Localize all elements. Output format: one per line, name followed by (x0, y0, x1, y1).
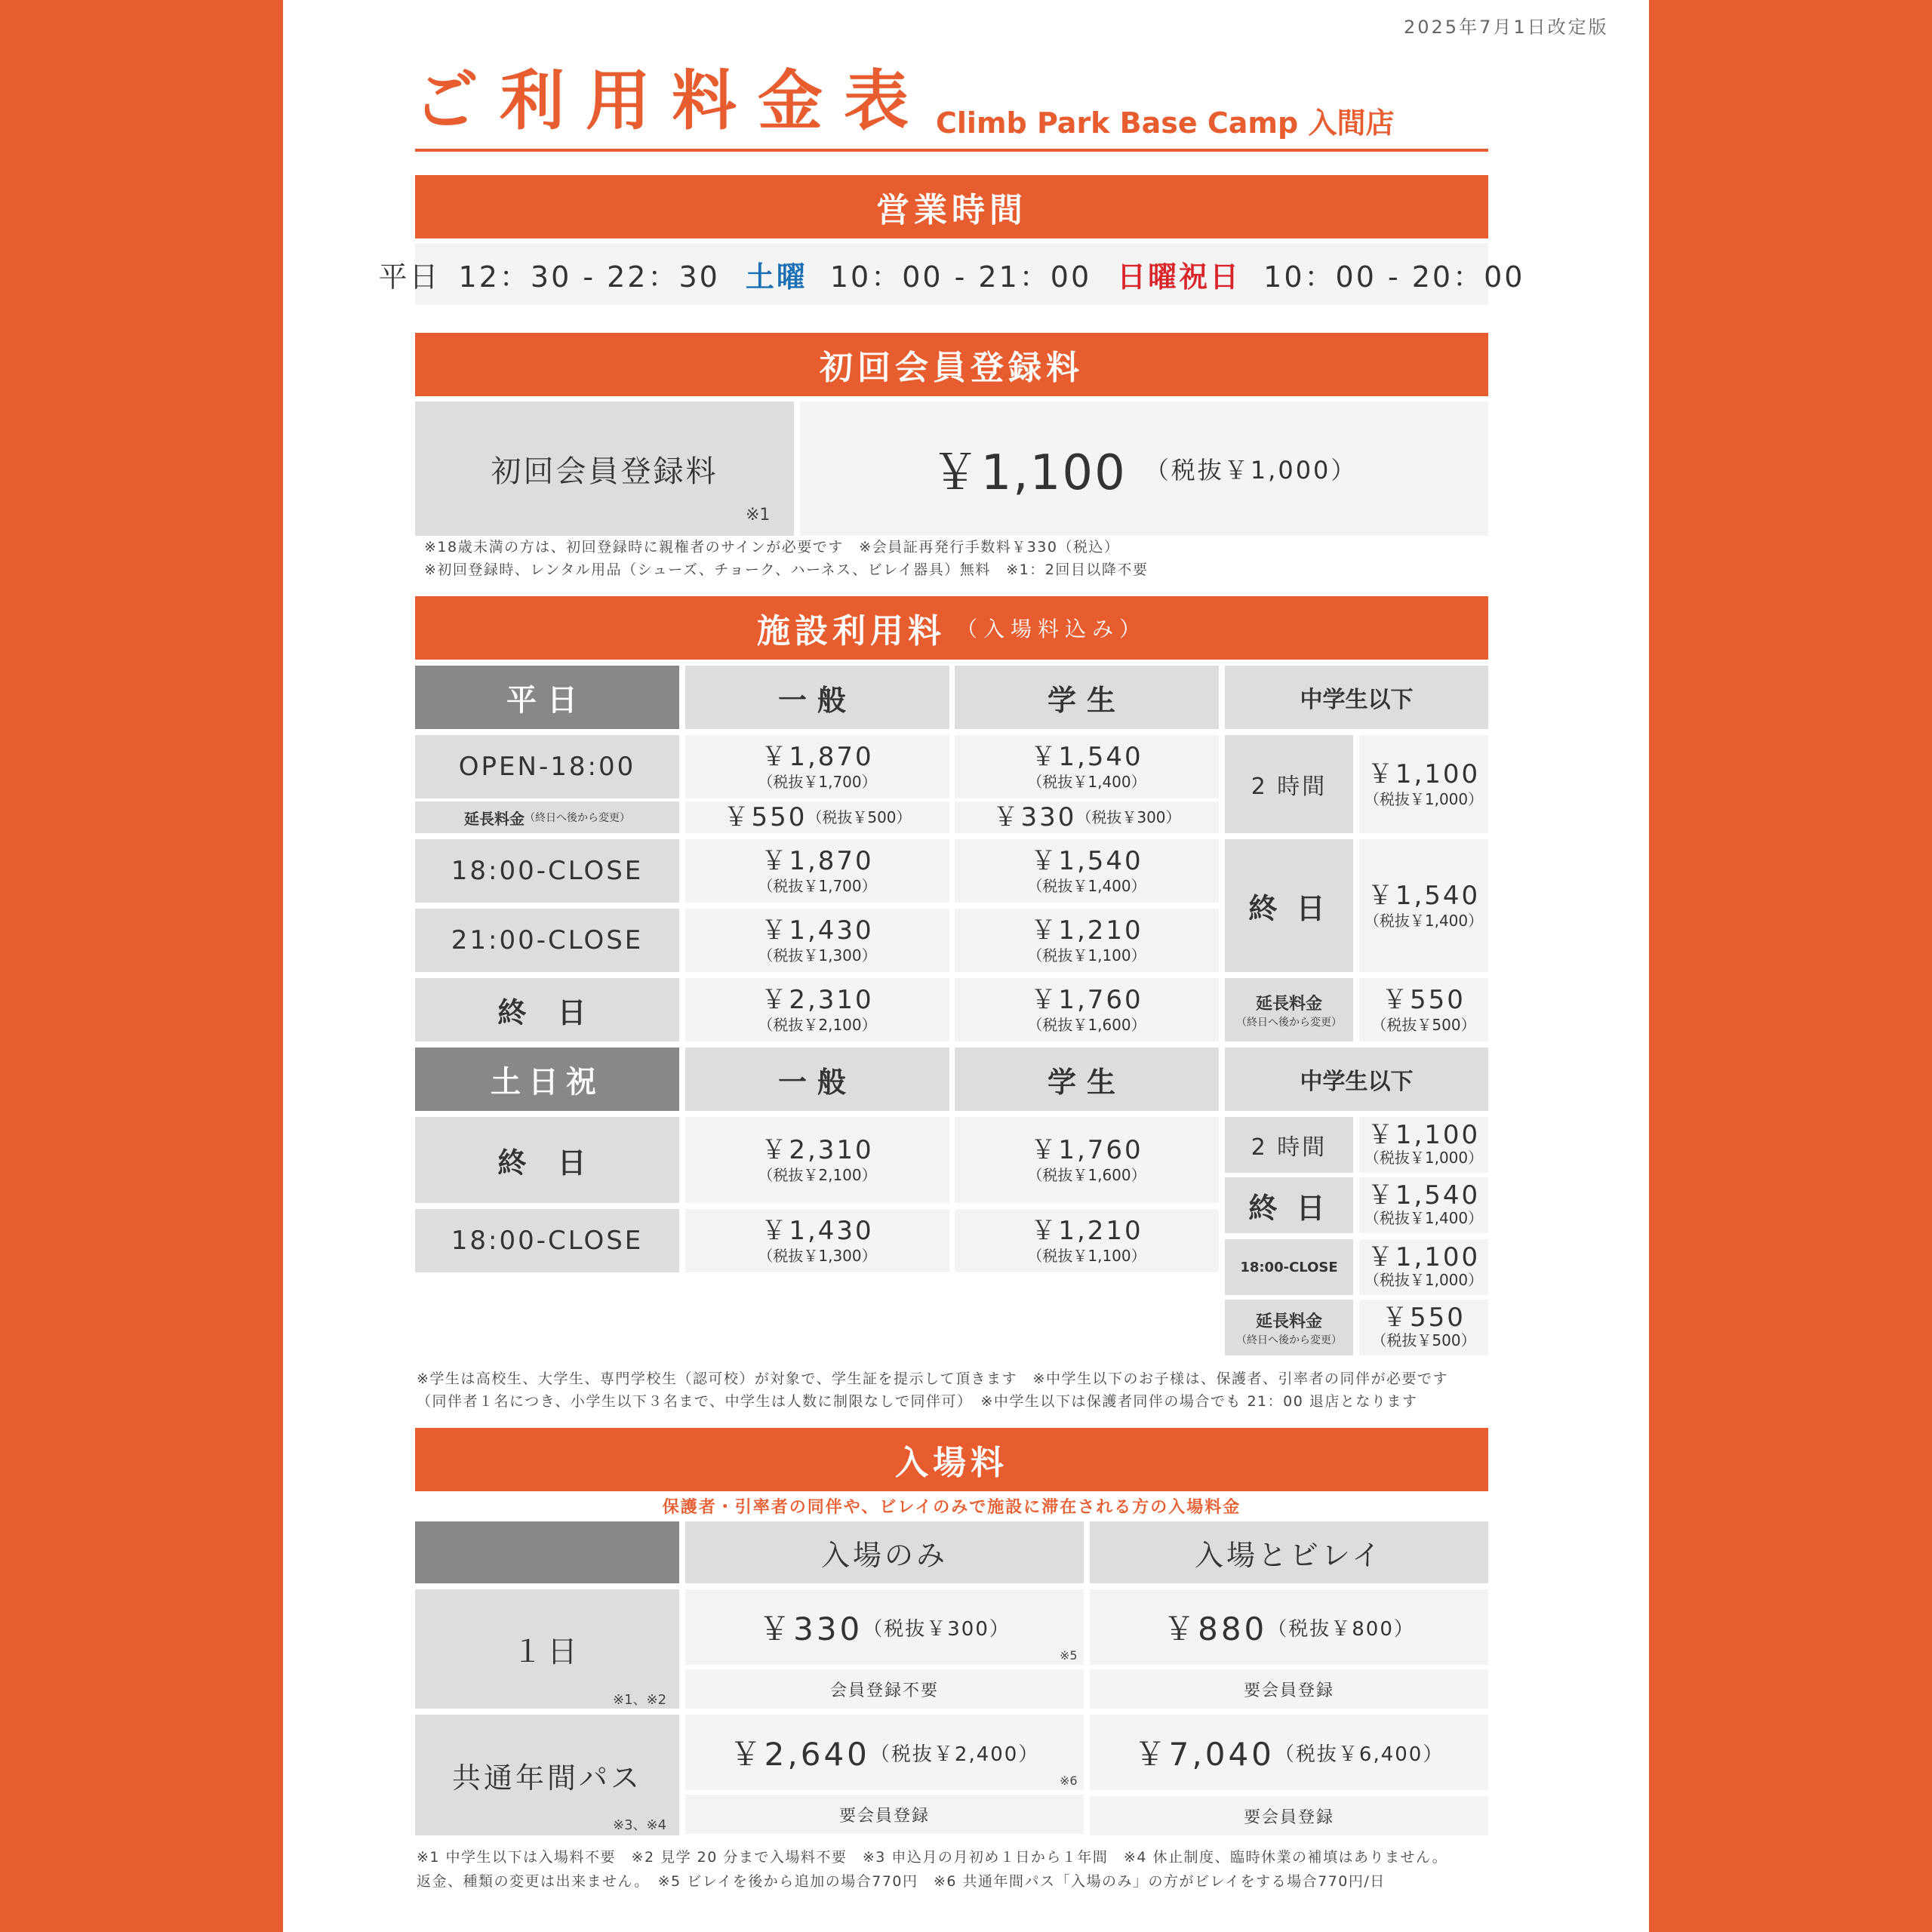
price-ex: （税抜￥1,000） (1364, 1271, 1484, 1289)
admission-row-day-mark: ※1、※2 (613, 1692, 667, 1708)
price-ex: （税抜￥2,400） (869, 1743, 1040, 1766)
holiday-header (415, 1048, 679, 1111)
price-ex: （税抜￥500） (1371, 1016, 1476, 1034)
time-label: 終 日 (497, 995, 597, 1029)
admission-row-pass-p2-note (1090, 1796, 1488, 1835)
admission-corner (415, 1521, 679, 1583)
col-label: 入場とビレイ (1194, 1538, 1384, 1572)
weekday-row-1800-general (685, 839, 949, 903)
holiday-junior-ext-label (1225, 1300, 1353, 1355)
time-label: OPEN-18:00 (458, 752, 636, 782)
price: ￥1,540 (1030, 742, 1143, 772)
admission-row-day-p1-mark: ※5 (1060, 1648, 1078, 1663)
note: 会員登録不要 (829, 1681, 939, 1700)
weekday-row-open-time (415, 735, 679, 798)
hours-row (378, 243, 1525, 305)
price: ￥330 (758, 1611, 863, 1647)
weekday-junior-ext-price (1359, 978, 1488, 1041)
note: 要会員登録 (1243, 1807, 1334, 1827)
holiday-junior-1800-price (1359, 1239, 1488, 1295)
weekday-row-allday-general (685, 978, 949, 1041)
holiday-junior-1800-label (1225, 1239, 1353, 1295)
price-ex: （税抜￥1,000） (1364, 790, 1484, 808)
row-label: 共通年間パス (451, 1761, 642, 1795)
junior-label: 2 時間 (1251, 774, 1327, 800)
holiday-row-allday-general (685, 1117, 949, 1203)
price: ￥550 (1382, 1303, 1466, 1333)
weekday-student-label: 学生 (1047, 683, 1126, 717)
price: ￥1,100 (1367, 1120, 1481, 1150)
registration-price: ￥1,100 (931, 445, 1127, 501)
price-ex: （税抜￥1,100） (1027, 946, 1146, 964)
weekday-student-header (955, 666, 1219, 729)
facility-header (415, 596, 1488, 660)
time-label: 18:00-CLOSE (451, 856, 644, 886)
junior-label: 終 日 (1248, 891, 1330, 925)
registration-label: 初回会員登録料 (491, 454, 718, 489)
price: ￥1,210 (1030, 1216, 1143, 1246)
admission-row-day-p2 (1090, 1589, 1488, 1665)
holiday-row-1800-time (415, 1209, 679, 1272)
note: 要会員登録 (838, 1806, 930, 1826)
page-title: ご利用料金表 (414, 63, 930, 139)
price: ￥2,310 (761, 985, 874, 1015)
price: ￥1,540 (1030, 846, 1143, 876)
price-ex: （税抜￥500） (1371, 1331, 1476, 1349)
junior-label: 2 時間 (1251, 1134, 1327, 1161)
price-ex: （税抜￥800） (1267, 1617, 1415, 1641)
time-label: 21:00-CLOSE (451, 925, 644, 955)
time-label: 18:00-CLOSE (451, 1226, 644, 1256)
price: ￥1,430 (761, 1216, 874, 1246)
price-ex: （税抜￥1,300） (758, 1247, 877, 1265)
store-name: Climb Park Base Camp 入間店 (936, 106, 1395, 140)
price-ex: （税抜￥1,700） (758, 773, 877, 791)
price-ex: （税抜￥1,600） (1027, 1016, 1146, 1034)
price: ￥2,310 (761, 1135, 874, 1165)
holiday-row-allday-student (955, 1117, 1219, 1203)
holiday-junior-allday-label (1225, 1177, 1353, 1233)
admission-row-day-p1 (685, 1589, 1084, 1665)
holiday-junior-2h-price (1359, 1117, 1488, 1173)
weekday-junior-allday-label (1225, 839, 1353, 972)
price: ￥1,210 (1030, 915, 1143, 946)
holiday-junior-header (1225, 1048, 1488, 1111)
weekday-row-open-student (955, 735, 1219, 798)
price-ex: （税抜￥1,400） (1027, 773, 1146, 791)
holiday-junior-2h-label (1225, 1117, 1353, 1173)
price-ex: （税抜￥1,400） (1364, 912, 1484, 930)
price-ex: （税抜￥500） (807, 808, 912, 826)
registration-price-cell (800, 401, 1488, 536)
admission-row-day-p2-note (1090, 1669, 1488, 1709)
weekday-junior-allday-price (1359, 839, 1488, 972)
revision-date: 2025年7月1日改定版 (1404, 17, 1609, 38)
weekday-ext-label-cell (415, 801, 679, 833)
holiday-student-header (955, 1048, 1219, 1111)
holiday-row-allday-time (415, 1117, 679, 1203)
holiday-time: 10：00 - 20：00 (1263, 260, 1525, 294)
holiday-header-label: 土日祝 (491, 1064, 604, 1100)
price-ex: （税抜￥2,100） (758, 1166, 877, 1184)
ext-label: 延長料金 (464, 809, 525, 828)
weekday-row-1800-student (955, 839, 1219, 903)
facility-note-1: ※学生は高校生、大学生、専門学校生（認可校）が対象で、学生証を提示して頂きます ※中学生以下のお子様は、保護者、引率者の同伴が必要です (417, 1371, 1448, 1387)
weekday-label: 平日 (378, 260, 441, 294)
price: ￥550 (1382, 985, 1466, 1015)
admission-note-1: ※1 中学生以下は入場料不要 ※2 見学 20 分まで入場料不要 ※3 申込月の月初め１日から１年間 ※4 休止制度、臨時休業の補填はありません。 (417, 1849, 1448, 1866)
saturday-time: 10：00 - 21：00 (829, 260, 1092, 294)
weekday-junior-ext-label (1225, 978, 1353, 1041)
price: ￥7,040 (1134, 1736, 1275, 1773)
junior-label: 18:00-CLOSE (1240, 1259, 1338, 1275)
junior-label-sub: （終日へ後から変更） (1236, 1334, 1342, 1346)
price: ￥2,640 (729, 1736, 870, 1773)
registration-header: 初回会員登録料 (415, 333, 1488, 396)
price-ex: （税抜￥1,300） (758, 946, 877, 964)
weekday-row-2100-student (955, 909, 1219, 972)
price-ex: （税抜￥2,100） (758, 1016, 877, 1034)
price-ex: （税抜￥1,400） (1027, 877, 1146, 895)
registration-note-2: ※初回登録時、レンタル用品（シューズ、チョーク、ハーネス、ビレイ器具）無料 ※1：2回目以降不要 (424, 561, 1149, 578)
price-ex: （税抜￥1,100） (1027, 1247, 1146, 1265)
price: ￥1,760 (1030, 1135, 1143, 1165)
holiday-junior-label: 中学生以下 (1300, 1069, 1414, 1095)
weekday-general-header (685, 666, 949, 729)
admission-row-pass-mark: ※3、※4 (613, 1817, 667, 1833)
weekday-junior-header (1225, 666, 1488, 729)
price-ex: （税抜￥1,600） (1027, 1166, 1146, 1184)
price-ex: （税抜￥1,400） (1364, 1209, 1484, 1227)
price-ex: （税抜￥300） (863, 1617, 1011, 1641)
price: ￥1,870 (761, 846, 874, 876)
weekday-general-label: 一般 (777, 683, 857, 717)
price-ex: （税抜￥6,400） (1274, 1743, 1444, 1766)
junior-label: 延長料金 (1255, 1312, 1322, 1331)
weekday-header (415, 666, 679, 729)
saturday-label: 土曜 (745, 260, 808, 294)
weekday-row-2100-time (415, 909, 679, 972)
weekday-row-2100-general (685, 909, 949, 972)
holiday-general-label: 一般 (777, 1065, 857, 1099)
weekday-row-1800-time (415, 839, 679, 903)
admission-row-pass-p2 (1090, 1715, 1488, 1790)
holiday-general-header (685, 1048, 949, 1111)
ext-label-sub: （終日へ後から変更） (525, 812, 630, 824)
hours-header: 営業時間 (415, 175, 1488, 238)
weekday-row-open-general (685, 735, 949, 798)
price: ￥1,430 (761, 915, 874, 946)
weekday-ext-general (685, 801, 949, 833)
holiday-junior-allday-price (1359, 1177, 1488, 1233)
admission-col2-header (1090, 1521, 1488, 1583)
price: ￥1,760 (1030, 985, 1143, 1015)
price: ￥550 (723, 802, 808, 832)
row-label: １日 (512, 1634, 582, 1669)
holiday-student-label: 学生 (1047, 1065, 1126, 1099)
admission-row-pass-p1-note (685, 1795, 1084, 1834)
registration-price-ex: （税抜￥1,000） (1144, 456, 1358, 485)
price: ￥1,100 (1367, 1242, 1481, 1272)
col-label: 入場のみ (820, 1538, 948, 1572)
title-underline (415, 149, 1488, 152)
weekday-ext-student (955, 801, 1219, 833)
weekday-junior-label: 中学生以下 (1300, 687, 1414, 713)
facility-header-title: 施設利用料 (756, 612, 946, 651)
registration-mark: ※1 (746, 506, 771, 525)
weekday-time: 12：30 - 22：30 (458, 260, 720, 294)
price: ￥1,870 (761, 742, 874, 772)
registration-note-1: ※18歳未満の方は、初回登録時に親権者のサインが必要です ※会員証再発行手数料￥330（税込） (424, 539, 1120, 555)
time-label: 終 日 (497, 1146, 597, 1180)
holiday-row-1800-general (685, 1209, 949, 1272)
facility-header-sub: （入場料込み） (955, 617, 1146, 641)
junior-label: 終 日 (1248, 1191, 1330, 1225)
admission-row-pass-p1 (685, 1715, 1084, 1790)
junior-label: 延長料金 (1255, 994, 1322, 1014)
admission-note-2: 返金、種類の変更は出来ません。 ※5 ビレイを後から追加の場合770円 ※6 共通年間パス「入場のみ」の方がビレイをする場合770円/日 (417, 1873, 1386, 1890)
price: ￥1,100 (1367, 759, 1481, 789)
price: ￥1,540 (1367, 1180, 1481, 1211)
admission-col1-header (685, 1521, 1084, 1583)
admission-subtitle: 保護者・引率者の同伴や、ビレイのみで施設に滞在される方の入場料金 (662, 1498, 1241, 1517)
weekday-row-allday-student (955, 978, 1219, 1041)
holiday-label: 日曜祝日 (1117, 260, 1241, 294)
holiday-row-1800-student (955, 1209, 1219, 1272)
facility-note-2: （同伴者１名につき、小学生以下３名まで、中学生は人数に制限なしで同伴可） ※中学生以下は保護者同伴の場合でも 21：00 退店となります (417, 1393, 1418, 1410)
weekday-junior-2h-label (1225, 735, 1353, 833)
price-ex: （税抜￥1,700） (758, 877, 877, 895)
price: ￥1,540 (1367, 881, 1481, 911)
price-ex: （税抜￥300） (1076, 808, 1181, 826)
holiday-junior-ext-price (1359, 1300, 1488, 1355)
note: 要会員登録 (1243, 1681, 1334, 1700)
registration-label-cell (415, 401, 794, 536)
junior-label-sub: （終日へ後から変更） (1236, 1016, 1342, 1029)
admission-header: 入場料 (415, 1428, 1488, 1491)
weekday-junior-2h-price (1359, 735, 1488, 833)
price: ￥330 (992, 802, 1077, 832)
weekday-header-label: 平日 (506, 682, 588, 718)
admission-row-day-p1-note (685, 1669, 1084, 1709)
weekday-row-allday-time (415, 978, 679, 1041)
price-ex: （税抜￥1,000） (1364, 1149, 1484, 1167)
price: ￥880 (1163, 1611, 1268, 1647)
admission-row-pass-p1-mark: ※6 (1060, 1774, 1078, 1788)
